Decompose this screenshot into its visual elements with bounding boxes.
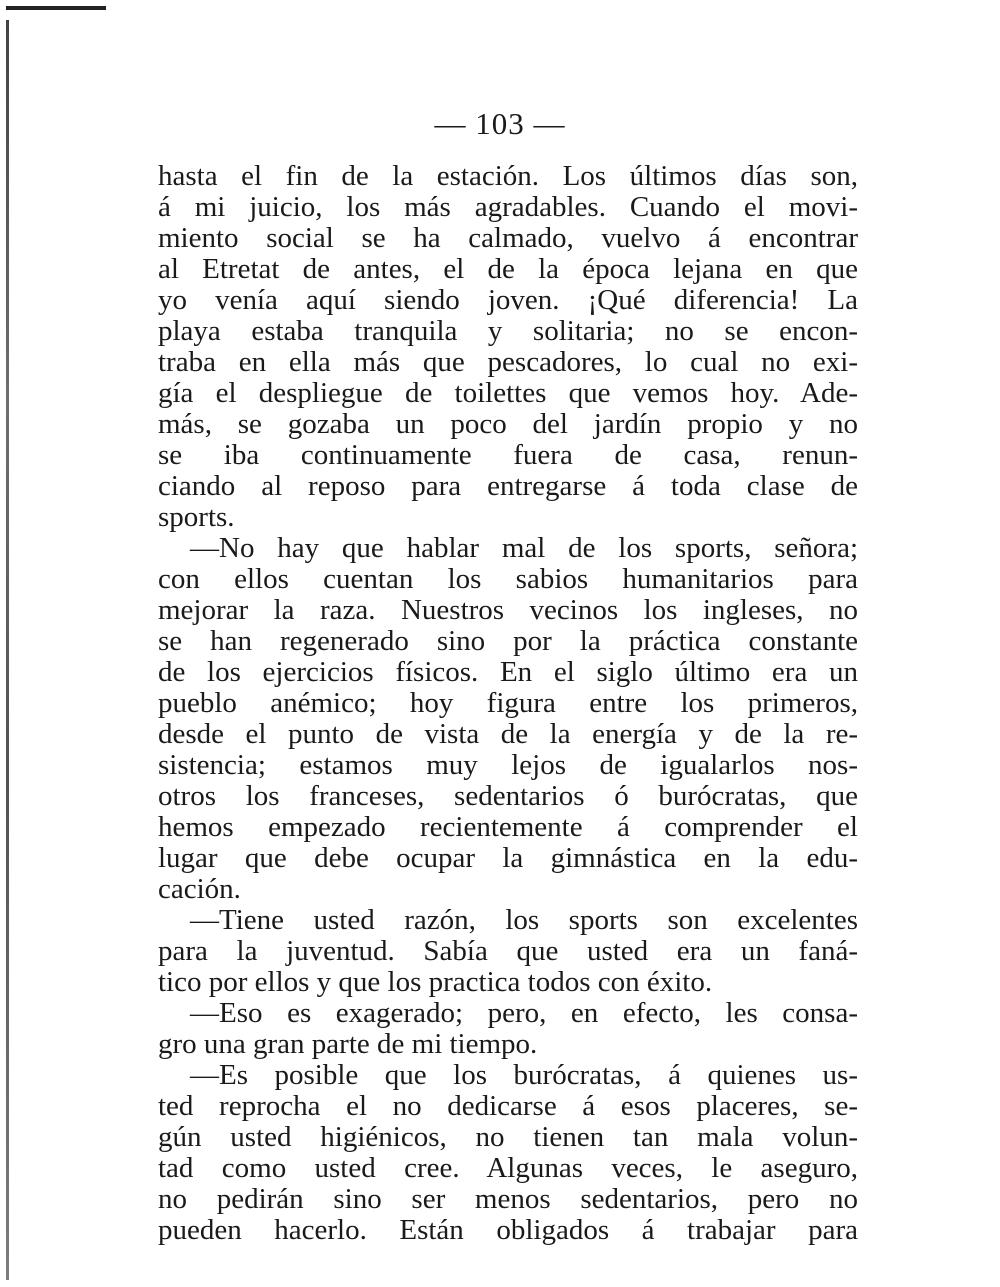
text-line: —Es posible que los burócratas, á quienes us- (190, 1059, 858, 1091)
text-line: cación. (158, 873, 241, 905)
text-line: traba en ella más que pescadores, lo cual no exi- (158, 346, 858, 378)
page-number: — 103 — (434, 106, 566, 141)
text-line: sports. (158, 501, 235, 533)
text-line: playa estaba tranquila y solitaria; no se encon- (158, 315, 858, 347)
text-line: al Etretat de antes, el de la época lejana en que (158, 253, 858, 285)
text-line: pueblo anémico; hoy figura entre los primeros, (158, 687, 858, 719)
text-line: miento social se ha calmado, vuelvo á encontrar (158, 222, 858, 254)
binding-corner-mark (6, 6, 106, 10)
text-line: tico por ellos y que los practica todos con éxito. (158, 966, 713, 998)
text-line: no pedirán sino ser menos sedentarios, pero no (158, 1183, 858, 1215)
text-line: otros los franceses, sedentarios ó burócratas, que (158, 780, 858, 812)
text-line: desde el punto de vista de la energía y de la re- (158, 718, 858, 750)
binding-edge (6, 20, 9, 1280)
text-line: más, se gozaba un poco del jardín propio y no (158, 408, 858, 440)
text-line: de los ejercicios físicos. En el siglo último era un (158, 656, 858, 688)
text-line: ted reprocha el no dedicarse á esos placeres, se- (158, 1090, 858, 1122)
text-line: pueden hacerlo. Están obligados á trabajar para (158, 1214, 858, 1246)
text-line: ciando al reposo para entregarse á toda clase de (158, 470, 858, 502)
text-line: sistencia; estamos muy lejos de igualarlos nos- (158, 749, 858, 781)
text-line: gro una gran parte de mi tiempo. (158, 1028, 538, 1060)
text-line: hasta el fin de la estación. Los últimos días son, (158, 160, 858, 192)
text-line: —No hay que hablar mal de los sports, señora; (190, 532, 858, 564)
text-line: se han regenerado sino por la práctica constante (158, 625, 858, 657)
text-line: mejorar la raza. Nuestros vecinos los ingleses, no (158, 594, 858, 626)
text-line: se iba continuamente fuera de casa, renun- (158, 439, 858, 471)
text-line: —Eso es exagerado; pero, en efecto, les consa- (190, 997, 858, 1029)
text-line: tad como usted cree. Algunas veces, le aseguro, (158, 1152, 858, 1184)
text-line: á mi juicio, los más agradables. Cuando el movi- (158, 191, 858, 223)
text-line: con ellos cuentan los sabios humanitarios para (158, 563, 858, 595)
text-line: para la juventud. Sabía que usted era un faná- (158, 935, 858, 967)
text-line: lugar que debe ocupar la gimnástica en la edu- (158, 842, 858, 874)
text-line: hemos empezado recientemente á comprender el (158, 811, 858, 843)
text-line: gía el despliegue de toilettes que vemos hoy. Ade- (158, 377, 858, 409)
text-line: —Tiene usted razón, los sports son excelentes (190, 904, 858, 936)
text-line: gún usted higiénicos, no tienen tan mala volun- (158, 1121, 858, 1153)
body-text (158, 161, 858, 1246)
text-line: yo venía aquí siendo joven. ¡Qué diferencia! La (158, 284, 858, 316)
